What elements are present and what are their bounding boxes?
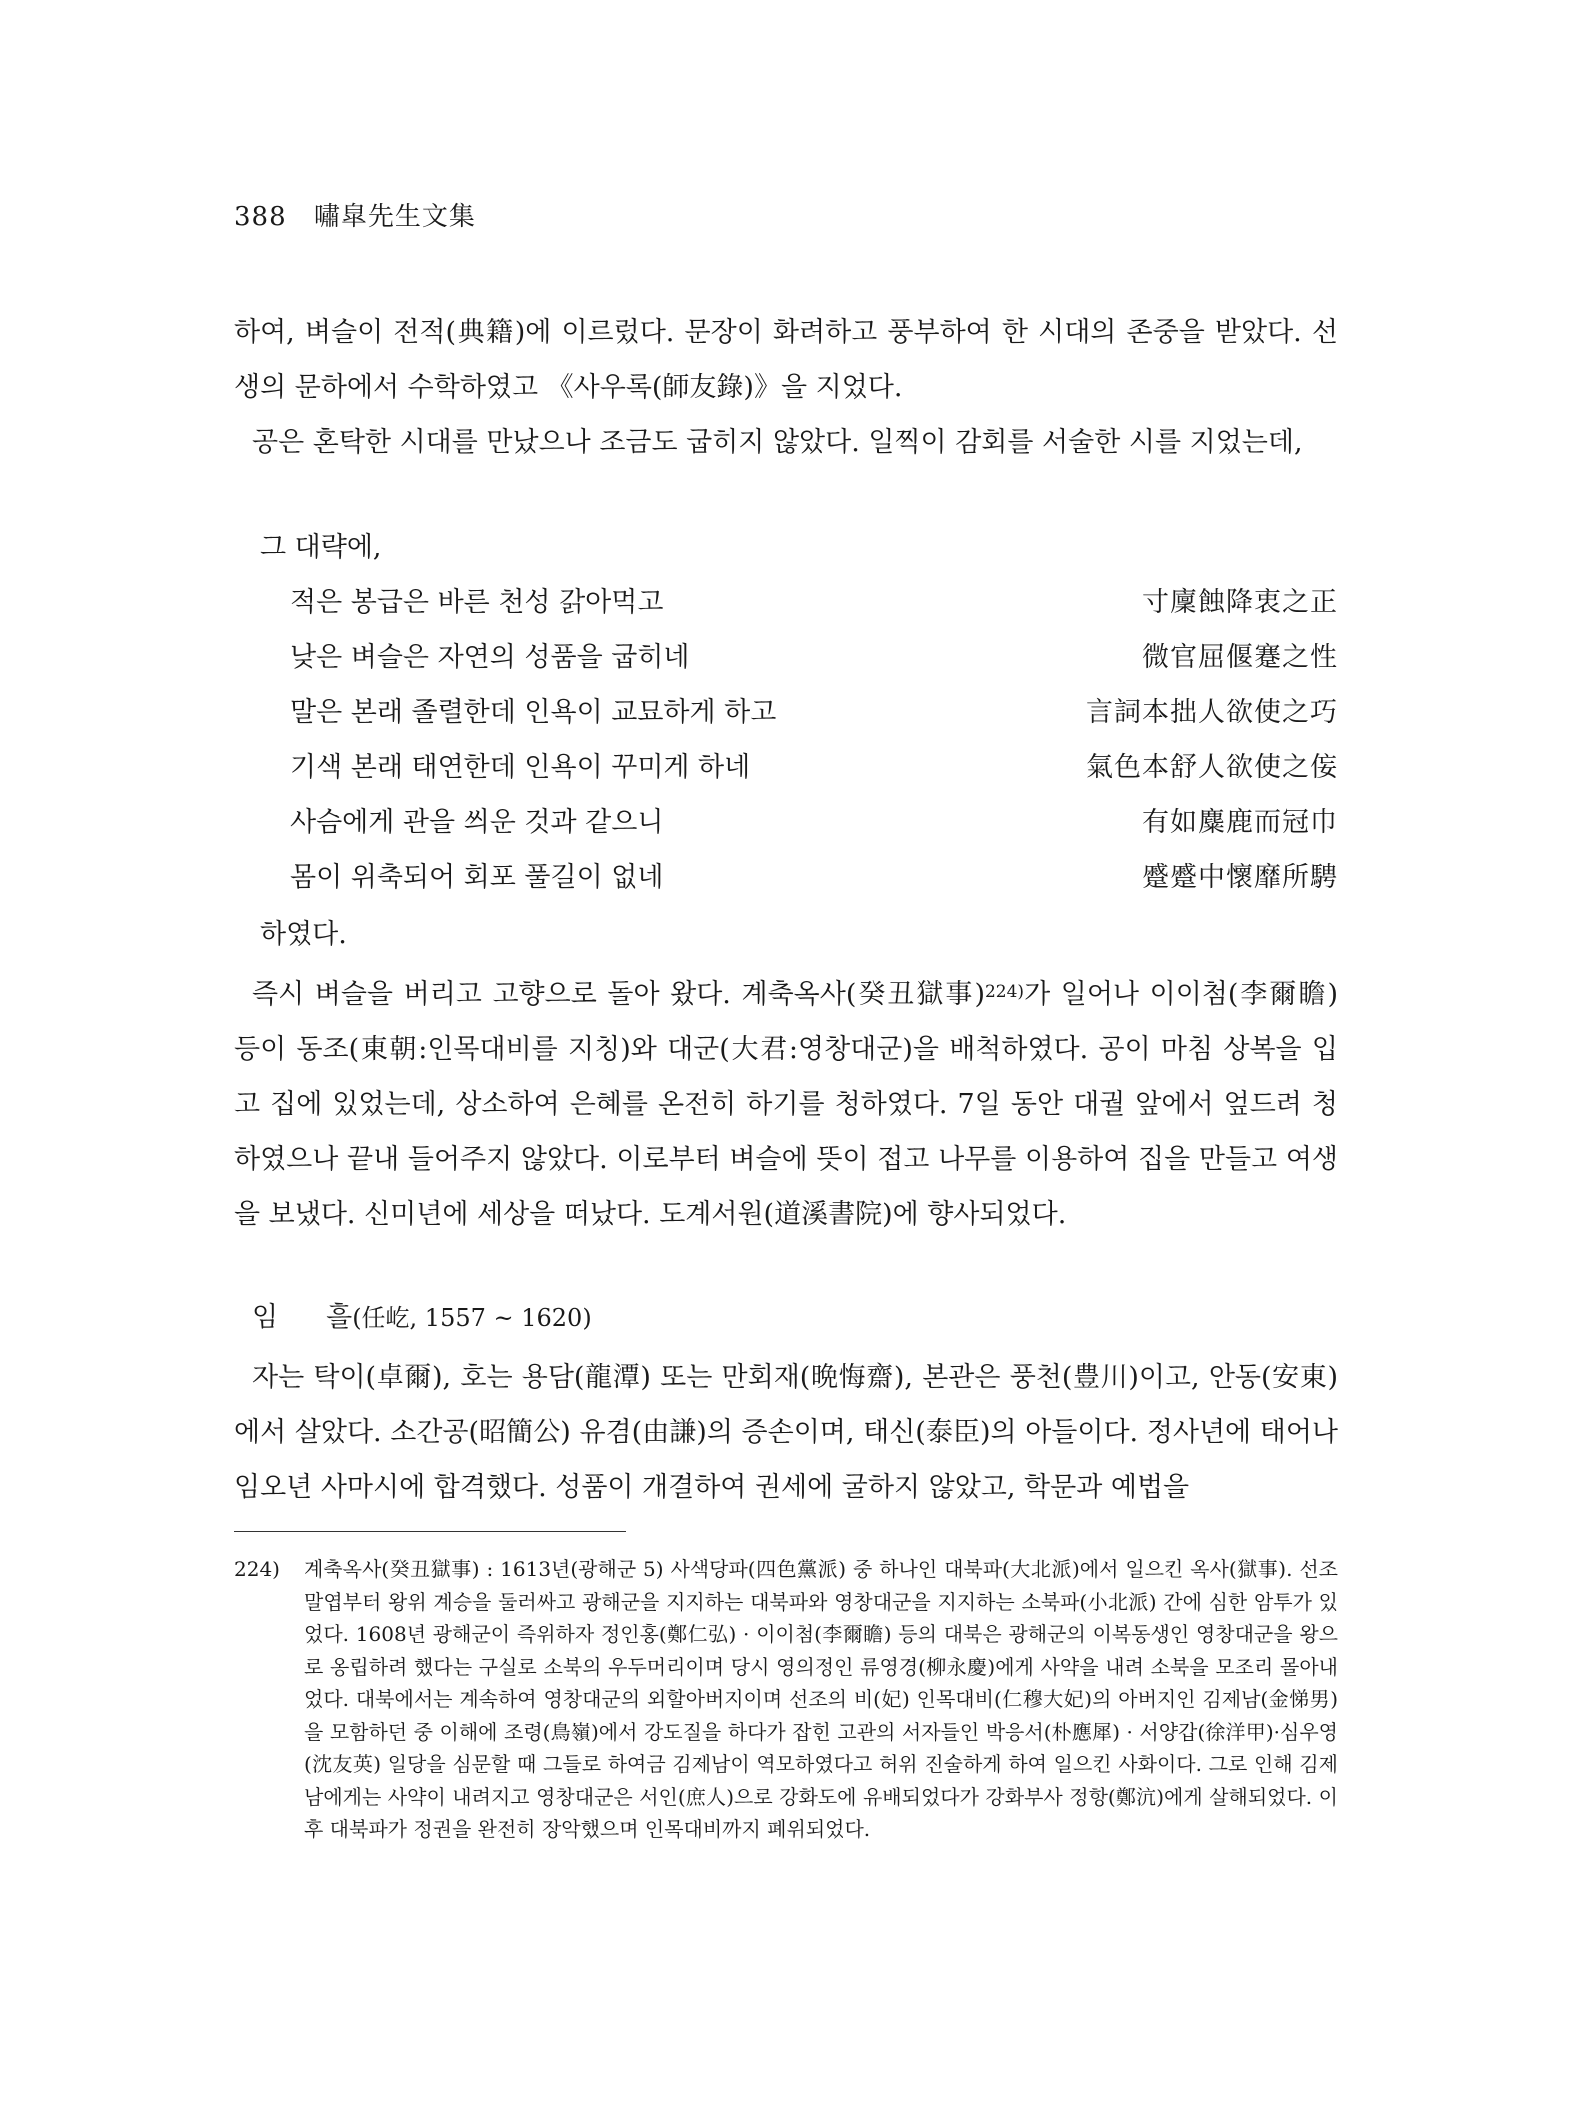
footnote-number: 224) xyxy=(234,1557,280,1581)
person-name-2: 흘 xyxy=(326,1302,353,1333)
paragraph-3: 즉시 벼슬을 버리고 고향으로 돌아 왔다. 계축옥사(癸丑獄事)$^{224)}$가 일어나 이이첨(李爾瞻) 등이 동조(東朝:인목대비를 지칭)와 대군(大君:영창대군)을 배척하였다. 공이 마침 상복을 입고 집에 있었는데, 상소하여 은혜를 온전히 하기를 청하였다. 7일 동안 대궐 앞에서 엎드려 청하였으나 끝내 들어주지 않았다. 이로부터 벼슬에 뜻이 접고 나무를 이용하여 집을 만들고 여생을 보냈다. 신미년에 세상을 떠났다. 도계서원(道溪書院)에 향사되었다. xyxy=(234,979,1338,1230)
poem-line xyxy=(290,850,1338,905)
person-name-1: 임 xyxy=(252,1302,279,1333)
footnote-divider xyxy=(234,1531,626,1532)
book-title: 嘯皐先生文集 xyxy=(313,202,476,232)
poem-line xyxy=(290,630,1338,685)
poem-line xyxy=(290,740,1338,795)
poem-hanja: 蹙蹙中懷靡所騁 xyxy=(1142,862,1338,893)
page-number: 388 xyxy=(234,202,287,232)
poem-korean: 몸이 위축되어 회포 풀길이 없네 xyxy=(290,862,664,893)
poem-hanja: 言詞本拙人欲使之巧 xyxy=(1086,697,1338,728)
poem-hanja: 氣色本舒人欲使之侫 xyxy=(1086,752,1338,783)
running-header xyxy=(234,196,476,233)
poem-korean: 낮은 벼슬은 자연의 성품을 굽히네 xyxy=(290,642,690,673)
poem-intro: 그 대략에, xyxy=(260,532,382,563)
poem-line xyxy=(290,685,1338,740)
person-heading xyxy=(252,1295,592,1334)
paragraph-1: 하여, 벼슬이 전적(典籍)에 이르렀다. 문장이 화려하고 풍부하여 한 시대의 존중을 받았다. 선생의 문하에서 수학하였고 《사우록(師友錄)》을 지었다. xyxy=(234,317,1338,403)
person-bio: 자는 탁이(卓爾), 호는 용담(龍潭) 또는 만회재(晩悔齋), 본관은 풍천(豊川)이고, 안동(安東)에서 살았다. 소간공(昭簡公) 유겸(由謙)의 증손이며, 태신(泰臣)의 아들이다. 정사년에 태어나 임오년 사마시에 합격했다. 성품이 개결하여 권세에 굴하지 않았고, 학문과 예법을 xyxy=(234,1362,1338,1503)
poem-line xyxy=(290,575,1338,630)
person-detail: (任屹, 1557 ~ 1620) xyxy=(352,1304,592,1332)
poem-line xyxy=(290,795,1338,850)
footnote-text: 계축옥사(癸丑獄事) : 1613년(광해군 5) 사색당파(四色黨派) 중 하나인 대북파(大北派)에서 일으킨 옥사(獄事). 선조 말엽부터 왕위 계승을 둘러싸고 광해군을 지지하는 대북파와 영창대군을 지지하는 소북파(小北派) 간에 심한 암투가 있었다. 1608년 광해군이 즉위하자 정인홍(鄭仁弘) · 이이첨(李爾瞻) 등의 대북은 광해군의 이복동생인 영창대군을 왕으로 옹립하려 했다는 구실로 소북의 우두머리이며 당시 영의정인 류영경(柳永慶)에게 사약을 내려 소북을 모조리 몰아내었다. 대북에서는 계속하여 영창대군의 외할아버지이며 선조의 비(妃) 인목대비(仁穆大妃)의 아버지인 김제남(金悌男)을 모함하던 중 이해에 조령(鳥嶺)에서 강도질을 하다가 잡힌 고관의 서자들인 박응서(朴應犀) · 서양갑(徐洋甲)·심우영(沈友英) 일당을 심문할 때 그들로 하여금 김제남이 역모하였다고 허위 진술하게 하여 일으킨 사화이다. 그로 인해 김제남에게는 사약이 내려지고 영창대군은 서인(庶人)으로 강화도에 유배되었다가 강화부사 정항(鄭沆)에게 살해되었다. 이후 대북파가 정권을 완전히 장악했으며 인목대비까지 폐위되었다. xyxy=(304,1557,1338,1841)
poem-hanja: 微官屈偃蹇之性 xyxy=(1142,642,1338,673)
poem-korean: 사슴에게 관을 씌운 것과 같으니 xyxy=(290,807,664,838)
poem-korean: 적은 봉급은 바른 천성 갉아먹고 xyxy=(290,587,664,618)
poem xyxy=(290,575,1338,905)
poem-hanja: 有如麋鹿而冠巾 xyxy=(1142,807,1338,838)
poem-outro: 하였다. xyxy=(260,919,347,950)
poem-hanja: 寸廩蝕降衷之正 xyxy=(1142,587,1338,618)
footnote xyxy=(234,1553,1338,1846)
poem-korean: 기색 본래 태연한데 인욕이 꾸미게 하네 xyxy=(290,752,751,783)
paragraph-2: 공은 혼탁한 시대를 만났으나 조금도 굽히지 않았다. 일찍이 감회를 서술한 시를 지었는데, xyxy=(252,427,1303,458)
footnote-ref[interactable]: 224) xyxy=(984,982,1025,1002)
poem-korean: 말은 본래 졸렬한데 인욕이 교묘하게 하고 xyxy=(290,697,777,728)
